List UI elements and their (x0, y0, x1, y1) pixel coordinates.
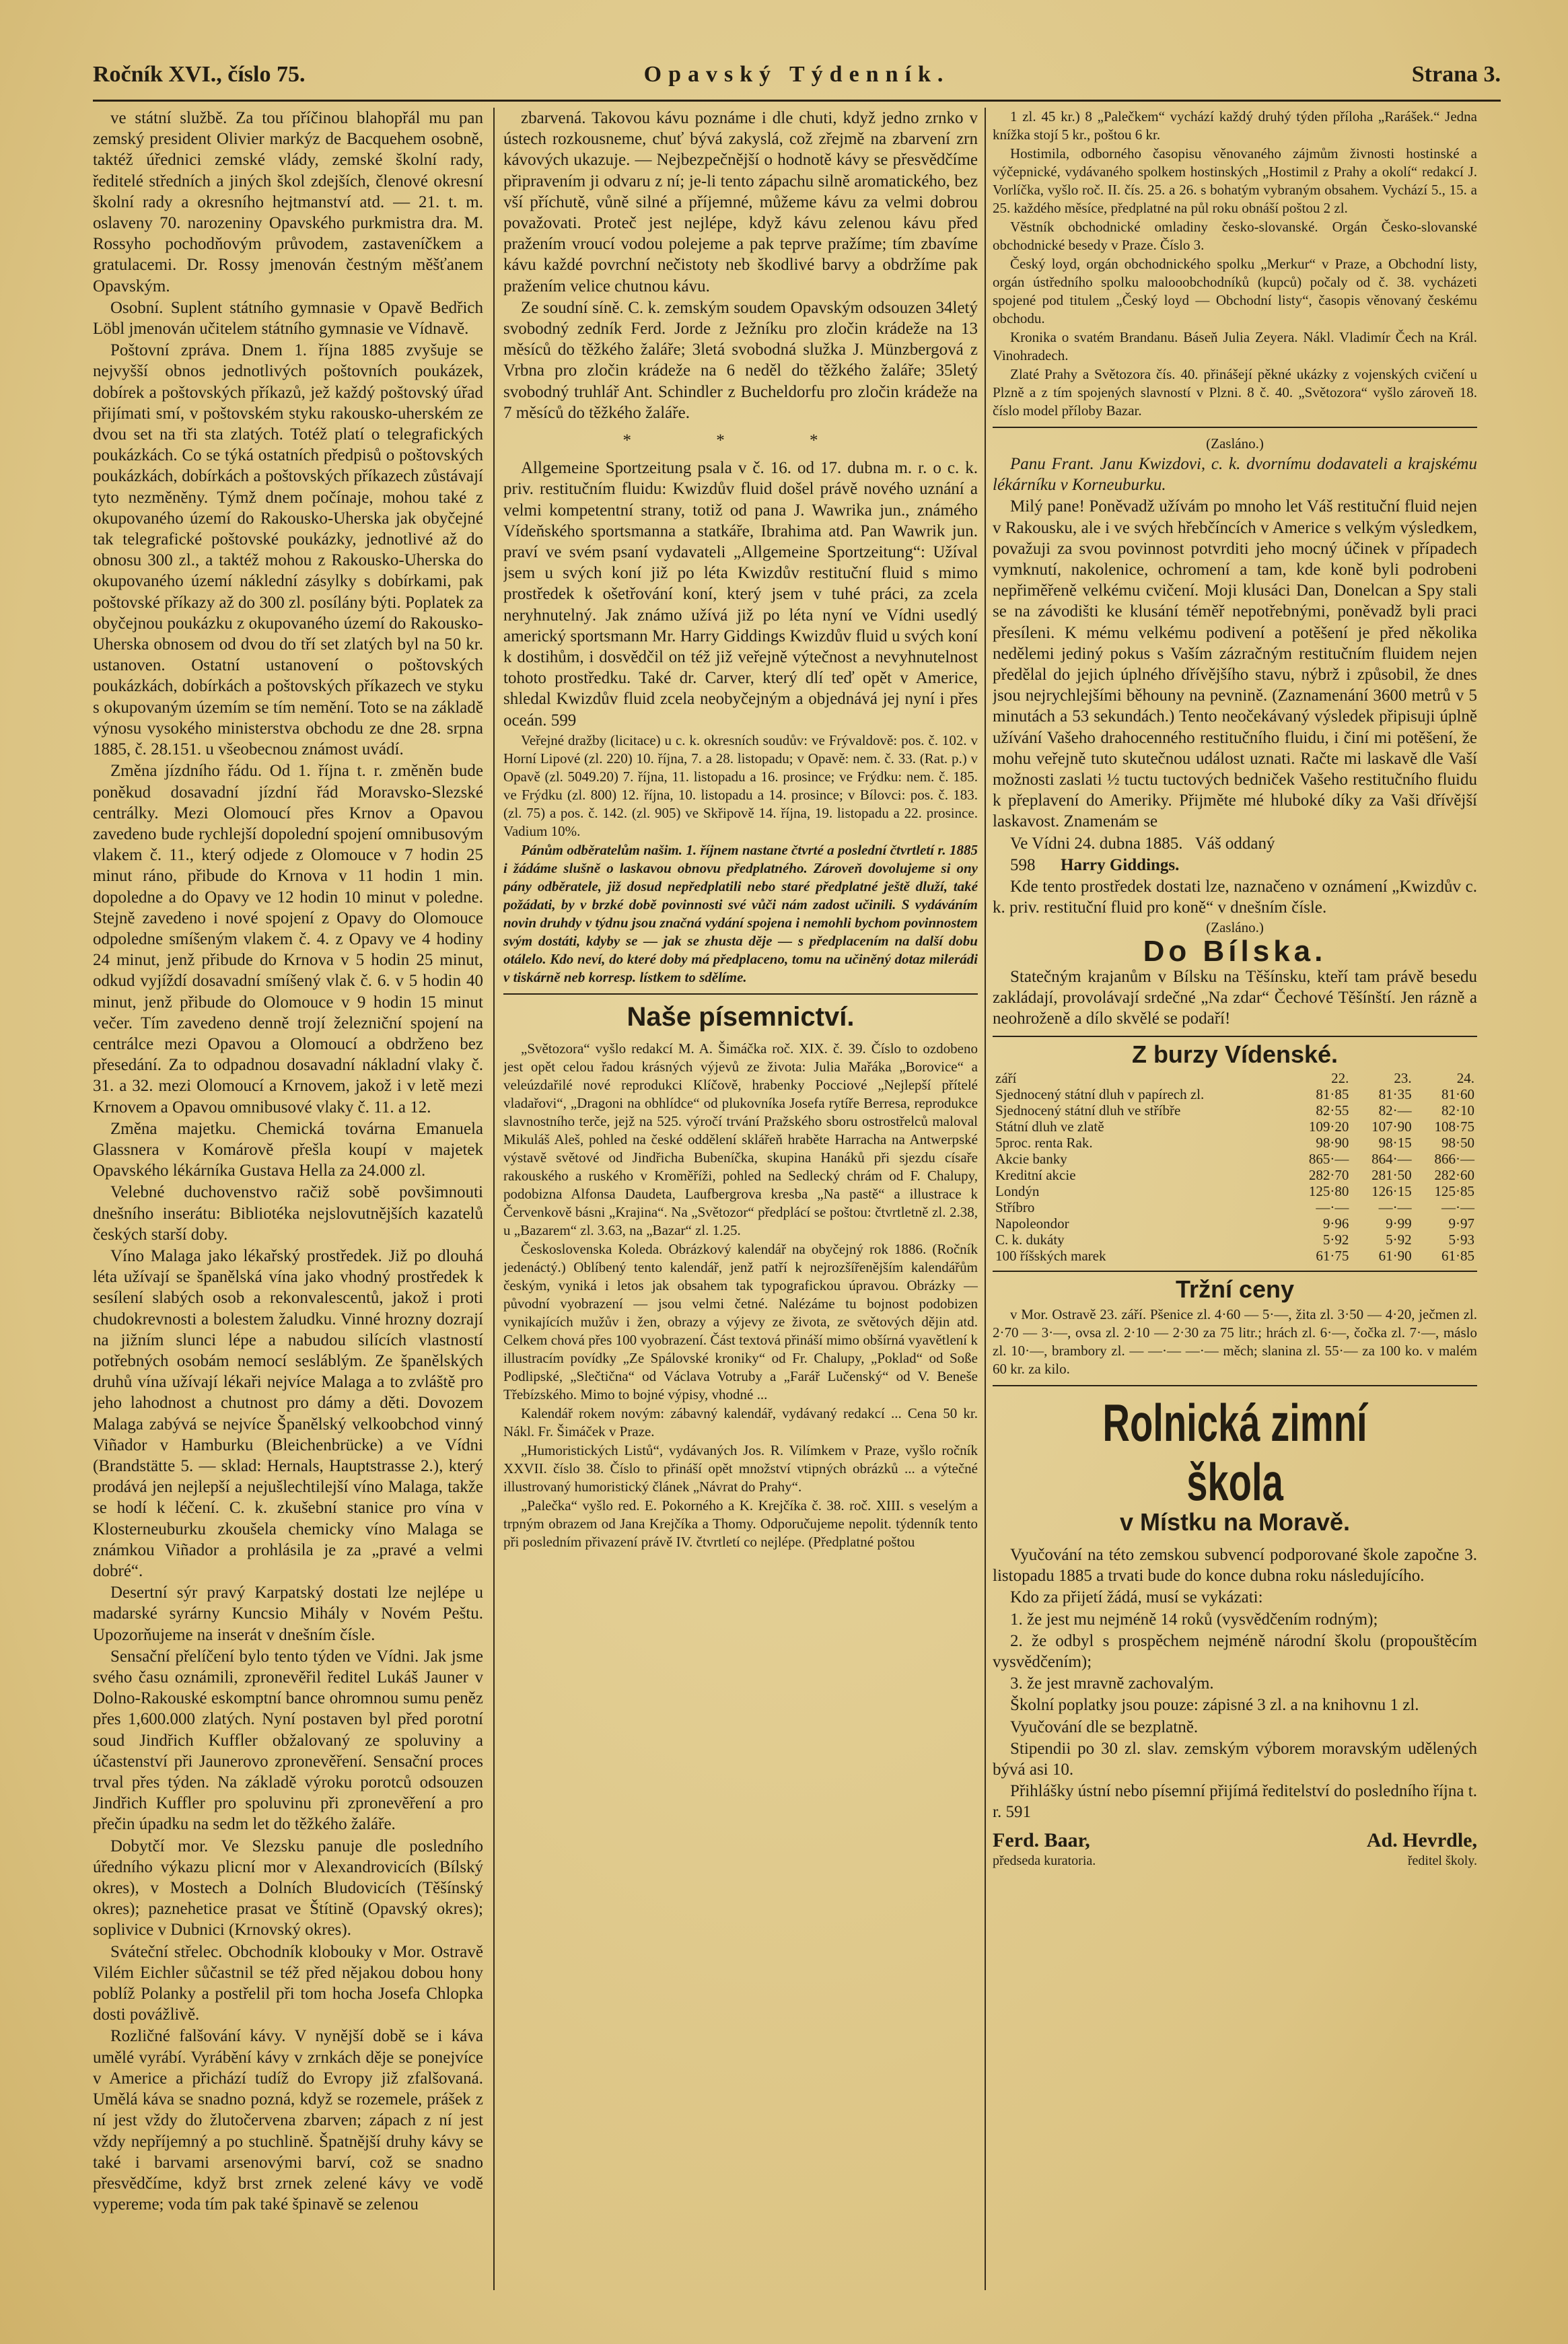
newspaper-title: Opavský Týdenník. (643, 62, 950, 87)
school-req-title: Kdo za přijetí žádá, musí se vykázati: (1010, 1588, 1263, 1607)
literature-text: Zlaté Prahy a Světozora čís. 40. přinášejí pěkné ukázky z vojenských cvičení u Plzně a z tím spojených slavností v Plzni. 8 č. 40. „Světozora“ vyšlo zároveň 18. číslo model příloby Bazar. (993, 366, 1477, 419)
literature-text: Český loyd, orgán obchodnického spolku „Merkur“ v Praze, a Obchodní listy, orgán ústředního spolku malooobchodníků (kupců) počaly od č. 38. vycházeti spojené pod titulem „Český loyd — Obchodní listy“, časopis věnovaný českému obchodu. (993, 256, 1477, 326)
article-text: Rozličné falšování kávy. V nynější době se i káva umělé vyrábí. Vyrábění kávy v zrnkách děje se ponejvíce v Americe a přichází tudíž do Evropy již zfalšovaná. Umělá káva se snadno pozná, když se rozemele, prášek z ní jest vždy do žlutočervena zbarven; zápach z ní jest vždy nepříjemný a po stuchlině. Špatnější druhy kávy se také i barvami arsenovými barví, což se snadno přesvědčíme, když brst zrnek zelené kávy ve vodě vypereme; voda tím pak také špinavě se zelenou (93, 2027, 483, 2214)
bilska-title: Do Bílska. (1143, 935, 1327, 968)
section-rule (993, 1385, 1477, 1386)
article-text: Sváteční střelec. Obchodník klobouky v Mor. Ostravě Vilém Eichler sůčastnil se též před nějakou dobou hony poblíž Polanky a postřelil při tom hocha Josefa Chlopka dosti povážlivě. (93, 1942, 483, 2024)
bilska-text: Statečným krajanům v Bílsku na Těšínsku, kteří tam právě besedu zakládají, provolávají srdečné „Na zdar“ Čechové Těšínští. Jen rázně a neohroženě a dílo skvělé se podaří! (993, 967, 1477, 1028)
article-text: Ze soudní síně. C. k. zemským soudem Opavským odsouzen 34letý svobodný zedník Ferd. Jorde z Ježníku pro zločin krádeže na 13 měsíců do těžkého žaláře; 3letá svobodná služka J. Münzbergová z Vrbna pro zločin krádeže na 6 neděl do těžkého žaláře; 35letý svobodný truhlář Ant. Schindler z Bucheldorfu pro zločin krádeže na 7 měsíců do těžkého žaláře. (503, 298, 978, 422)
column-divider (985, 108, 986, 2290)
section-rule (993, 1036, 1477, 1037)
school-stipend: Stipendii po 30 zl. slav. zemským výborem moravským udělených bývá asi 10. (993, 1739, 1477, 1779)
letter-address: Panu Frant. Janu Kwizdovi, c. k. dvornímu dodavateli a krajskému lékárníku v Korneuburku. (993, 455, 1477, 495)
header-rule (93, 100, 1501, 102)
article-text: Změna majetku. Chemická továrna Emanuela Glassnera v Komárově přešla koupí v majetek Opavského lékárníka Gustava Hella za 24.000 zl. (93, 1119, 483, 1180)
table-cell: září (995, 1070, 1017, 1087)
table-cell: 23. (1394, 1070, 1412, 1087)
article-text: Změna jízdního řádu. Od 1. října t. r. změněn bude poněkud dosavadní jízdní řád Moravsko-Slezské centrálky. Mezi Olomoucí přes Krnov a Opavou zavedeno bude rychlejší dopolední spojení omnibusovým vlakem č. 11., který odjede z Olomouce v 7 hodin 25 minut ráno, přibude do Krnova v 11 hodin 1 min. dopoledne a do Opavy ve 12 hodin 10 minut v poledne. Stejně zavedeno i nové spojení z Opavy do Olomouce odpoledne smíšeným vlakem č. 4. z Opavy ve 4 hodiny 24 minut, jenž přibude do Krnova v 5 hodin 25 minut, odkud vyjíždí dosavadní smíšený vlak č. 6. v 5 hodin 40 minut, jenž přibude do Olomouce v 9 hodin 15 minut večer. Tím zavedeno denně trojí železniční spojení na centrálce mezi Opavou a Olomoucí a obdrženo bez přesedání. Za to odpadnou dosavadní nákladní vlaky č. 31. a 32. mezi Olomoucí a Krnovem, jakož i v letě mezi Krnovem a Opavou omnibusové vlaky č. 11. a 12. (93, 762, 483, 1116)
column-divider (493, 108, 495, 2290)
letter-signature: 598 Harry Giddings. (1010, 855, 1180, 874)
article-text: zbarvená. Takovou kávu poznáme i dle chuti, když jedno zrnko v ústech rozkousneme, chuť bývá zakyslá, což zřejmě na zbarvení zrn kávových ukazuje. — Nejbezpečnější o hodnotě kávy se přesvědčíme připravením ji odvaru z ní; je-li tento zápachu silně aromatického, bez vší příchutě, vůně silné a příjemné, můžeme kávu za velmi dobrou považovati. Proteč jest nejlépe, když kávu zelenou kávu před pražením vroucí vodou polejeme a pak teprve pražíme; tím zbavíme kávu každé povrchní nečistoty neb škodlivé barvy a obdržíme pak pražením velice chutnou kávu. (503, 109, 978, 295)
school-signatures (993, 1830, 1477, 1851)
literature-text: „Světozora“ vyšlo redakcí M. A. Šimáčka roč. XIX. č. 39. Číslo to ozdobeno jest opět celou řadou krásných výjevů ze života: Julia Mařáka „Borovice“ a veleúzdařilé nové reprodukci Klíčově, hrabenky Pocciové „Nejlepší přítelé vladařovi“, „Dragoni na obhlídce“ od plukovníka Josefa rytíře Berresa, reprodukce slavnostního terče, jejž na 525. výročí trvání Pražského sboru ostrostřelců maloval Mikuláš Aleš, pohled na české oddělení sklářeň hraběte Harracha na Antwerpské výstavě světové od Jindřicha Bubeníčka, skupina Hanáků při sjezdu císaře rakouského a ruského v Kroměříži, pohled na Sedlecký chrám od F. Chalupy, podobizna Alfonsa Daudeta, Laufbergrova kresba „Na pastě“ a illustrace k Červenkově básni „Krajina“. Na „Světozor“ předplácí se poštou: čtvrtletně zl. 2.38, u „Bazarem“ zl. 3.63, na „Bazar“ zl. 1.25. (503, 1040, 978, 1239)
table-cell: 22. (1331, 1070, 1349, 1087)
table-row: Londýn 125·80 126·15 125·85 (995, 1183, 1474, 1200)
letter-body: Milý pane! Poněvadž užívám po mnoho let Váš restituční fluid nejen v Rakousku, ale i ve svých hřebčíncích v Americe s velkým výsledkem, považuji za svou povinnost potvrditi jeho mocný účinek v případech vymknutí, nakolenice, ochromení a tam, kde koně byli podrobeni nepřiměřeně velkému cvičení. Moji klusáci Dan, Donelcan a Spy stali se na závodišti ke klusání téměř nepotřebnými, poněvadž byli praci přesíleni. K mému velkému podivení a potěšení je před několika nedělemi jediný pokus s Vaším zázračným restitučním fluidem nejen předělal do jejich úplného dřívějšího stavu, nýbrž i způsobil, že dnes jsou nejrychlejšími běhouny na pevnině. (Zaznamenání 3600 metrů v 5 minutách a 53 sekundách.) Tento neočekávaný výsledek připisuji úplně užívání Vašeho drahocenného restitučního fluidu, i činí mi potěšení, že mohu veřejně tuto skutečnou událost uznati. Račte mi laskavě dle Vaší možnosti zaslati ½ tuctu tuctových bedniček Vašeho restitučního fluidu k přeplavení do Ameriky. Přijměte mé hluboké díky za Vaši dřívější laskavost. Znamenám se (993, 497, 1477, 831)
market-title: Tržní ceny (1175, 1275, 1295, 1304)
school-subtitle: v Místku na Moravě. (1119, 1507, 1351, 1536)
table-row: Stříbro —·— —·— —·— (995, 1199, 1474, 1216)
page-number: Strana 3. (1411, 62, 1501, 87)
burza-table (993, 1070, 1477, 1264)
school-apply: Přihlášky ústní nebo písemní přijímá ředitelství do posledního října t. r. 591 (993, 1782, 1477, 1822)
signature-roles (993, 1851, 1477, 1872)
article-text: Dobytčí mor. Ve Slezsku panuje dle posledního úředního výkazu plicní mor v Alexandrovicích (Bílský okres), v Mostech a Dolních Bludovicích (Těšínský okres); pazneheticе prasat ve Štítině (Opavský okres); soplivice v Dubnici (Krnovský okres). (93, 1837, 483, 1940)
table-row: C. k. dukáty 5·92 5·92 5·93 (995, 1232, 1474, 1248)
section-rule (993, 427, 1477, 428)
letter-place: Ve Vídni 24. dubna 1885. Váš oddaný (1010, 834, 1275, 853)
list-item: 1. že jest mu nejméně 14 roků (vysvědčením rodným); (1010, 1610, 1378, 1629)
table-row: 100 říšských marek 61·75 61·90 61·85 (995, 1248, 1474, 1265)
list-item: 2. že odbyl s prospěchem nejméně národní školu (propouštěcím vysvědčením); (993, 1631, 1477, 1671)
table-row: Napoleondor 9·96 9·99 9·97 (995, 1215, 1474, 1232)
page-header (93, 62, 1501, 102)
article-text: Allgemeine Sportzeitung psala v č. 16. od 17. dubna m. r. o c. k. priv. restitučním fluidu: Kwizdův fluid došel právě nového uznání a velmi kompetentní strany, totiž od pana J. Wawrika jun., známého Vídeňského sportsmanna a statkáře, Ibrahima atd. Pan Wawrik jun. praví ve svém psaní vydavateli „Allgemeine Sportzeitung“: Užíval jsem u svých koní již po léta Kwizdův restituční fluid s mimo prostředek k ošetřování koní, který jsem v tuhé práci, za zcela neryhnutelný. Jak známo užívá již po léta nyní ve Vídni usedlý americký sportsmann Mr. Harry Giddings Kwizdův fluid u svých koní k dostihům, i dosvědčil on též již veřejně výtečnost a nevyhnutelnost tohoto prostředku. Také dr. Carver, který dlí teď opět v Americe, shledal Kwizdův fluid zcela neobyčejným a objednává jej nyní i přes oceán. 599 (503, 459, 978, 730)
signature-left: Ferd. Baar, (993, 1828, 1090, 1851)
table-row: Státní dluh ve zlatě 109·20 107·90 108·75 (995, 1118, 1474, 1135)
zaslano-label: (Zasláno.) (1206, 435, 1264, 452)
article-text: Víno Malaga jako lékařský prostředek. Již po dlouhá léta užívají se španělská vína jako vhodný prostředek k sesílení slabých osob a rekonvalescentů, jakož i proti chudokrevnosti a bolestem žaludku. Vinné hrozny dozrají na jižním slunci lépe a nabudou silících vlastností potřebných osobám nemocí sesláblým. Ze španělských druhů vína užívají lékaři nejvíce Malaga a to zvláště pro jeho lahodnost a chutnost pro dámy a děti. Dovozem Malaga zabývá se nejvíce Španělský velkoobchod vinný Viñador v Hamburku (Bleichenbrücke) a ve Vídni (Brandstätte 5. — sklad: Hernals, Hauptstrasse 2.), který prodává jen nejlepší a nejušlechtilejší víno Malaga, takže se hodí k léčení. C. k. zkušební stanice pro vína v Klosterneuburku zkoušela chemicky víno Malaga se známkou Viñador a prohlásila je za „pravé a velmi dobré“. (93, 1246, 483, 1581)
article-text: Velebné duchovenstvo račiž sobě povšimnouti dnešního inserátu: Bibliotéka nejslovutnějších kazatelů českých starší doby. (93, 1183, 483, 1244)
table-cell: 24. (1456, 1070, 1474, 1087)
issue-label: Ročník XVI., číslo 75. (93, 62, 306, 87)
zaslano-label: (Zasláno.) (1206, 919, 1264, 936)
auctions-text: Veřejné dražby (licitace) u c. k. okresních soudův: ve Frývaldově: pos. č. 102. v Horní Lipové (zl. 220) 10. října, 7. a 28. listopadu; v Opavě: nem. č. 33. (Rat. p.) v Opavě (zl. 5049.20) 7. října, 11. listopadu a 16. prosince; ve Frýdku: nem. č. 185. ve Frýdku (zl. 800) 12. října, 10. listopadu a 14. prosince; v Bílovci: pos. č. 183. (zl. 75) a pos. č. 142. (zl. 905) ve Skřipově 14. října, 19. listopadu a 22. prosince. Vadium 10%. (503, 732, 978, 839)
section-rule (503, 993, 978, 995)
signature-right: Ad. Hevrdle, (1366, 1828, 1477, 1851)
burza-title: Z burzy Vídenské. (1131, 1040, 1339, 1069)
article-text: Sensační přelíčení bylo tento týden ve Vídni. Jak jsme svého času oznámili, zpronevěřil ředitel Lukáš Jauner v Dolno-Rakouské eskomptní bance ohromnou sumu peněz přes 1,600.000 zlatých. Nyní postaven byl před porotní soud Jindřich Kuffler obžalovaný ze spoluviny a účastenství při Jaunerovo zpronevěření. Sensační proces trval přes týden. Na základě výroku porotců odsouzen Jindřich Kuffler pro spoluvinu při zpronevěření a pro přečin úpadku na sedm let do těžkého žaláře. (93, 1647, 483, 1834)
column-1 (93, 108, 483, 2304)
table-row: Kreditní akcie 282·70 281·50 282·60 (995, 1167, 1474, 1184)
school-title: Rolnická zimní škola (1102, 1392, 1367, 1512)
section-rule (993, 1271, 1477, 1272)
table-row: 5proc. renta Rak. 98·90 98·15 98·50 (995, 1135, 1474, 1151)
article-text: Osobní. Suplent státního gymnasie v Opavě Bedřich Löbl jmenován učitelem státního gymnasie ve Vídnavě. (93, 298, 483, 339)
market-text: v Mor. Ostravě 23. září. Pšenice zl. 4·60 — 5·—, žita zl. 3·50 — 4·20, ječmen zl. 2·70 — 3·—, ovsa zl. 2·10 — 2·30 za 75 litr.; hrách zl. 6·—, čočka zl. 7·—, máslo zl. 10·—, brambory zl. — —·— —·— měch; slanina zl. 55·— za 100 ko. v malém 60 kr. za kilo. (993, 1306, 1477, 1377)
literature-text: „Palečka“ vyšlo red. E. Pokorného a K. Krejčíka č. 38. roč. XIII. s veselým a trpným obrazem od Jana Krejčíka a Thomy. Odporučujeme nepolit. týdenník tento při posledním přivazení právě IV. čtvrtletí co nejlépe. (Předplatné poštou (503, 1497, 978, 1551)
subscriber-notice: Pánům odběratelům našim. 1. říjnem nastane čtvrté a poslední čtvrtletí r. 1885 i žádáme slušně o laskavou obnovu předplatného. Zároveň dovolujeme si ony pány odběratele, již dosud nepředplatili nebo staré předplatné ještě dluží, také požádati, by v brzké době povinnosti své vůči nám zadost učinili. S vydáváním novin druhdy v týdnu jsou značná vydání spojena i nemohli bychom povinnostem svým dostáti, kdyby se — jak se zhusta děje — s předplacením na další dobu otálelo. Kdo neví, do které doby má předplaceno, tomu na učiněný dotaz milerádi v tiskárně neb korresp. lístkem to sdělíme. (503, 841, 978, 985)
literature-text: Věstník obchodnické omladiny česko-slovanské. Orgán Česko-slovanské obchodnické besedy v Praze. Číslo 3. (993, 219, 1477, 253)
column-2 (503, 108, 978, 2304)
article-text: ve státní službě. Za tou příčinou blahopřál mu pan zemský president Olivier markýz de Bacquehem osobně, taktéž úřednici zemské vlády, zemské školní rady, ředitelé středních a jiných škol zdejších, členové okresní školní rady a okresního hejtmanství atd. — 21. t. m. oslaveny 70. narozeniny Opavského purkmistra dra. M. Rossyho pochodňovým průvodem, zastaveníčkem a gratulacemi. Dr. Rossy jmenován čestným měšťanem Opavským. (93, 109, 483, 295)
literature-text: „Humoristických Listů“, vydávaných Jos. R. Vilímkem v Praze, vyšlo ročník XXVII. číslo 38. Číslo to přináší opět množství vtipných obrázků ... a výtečné illustrovaný humoristický článek „Návrat do Prahy“. (503, 1442, 978, 1495)
literature-text: Kronika o svatém Brandanu. Báseň Julia Zeyera. Nákl. Vladimír Čech na Král. Vinohradech. (993, 329, 1477, 363)
article-text: Poštovní zpráva. Dnem 1. října 1885 zvyšuje se nejvyšší obnos jednotlivých poštovních poukázek, dobírek a poštovských příkazů, jež každý poštovský úřad přijímati smí, v poštovském styku rakousko-uherském ze dvou set na tři sta zlatých. Totéž platí o telegrafických poukázkách. Co se týká ostatních předpisů o poštovských poukázkách, dobírkách a poštovských příkazech zůstávají tyto nezměněny. Týmž dnem počínaje, mohou také z okupovaného území do Rakousko-Uherska jak obyčejné tak telegrafické poštovské poukázky, jednotlivé až do obnosu 300 zl., a taktéž mohou z Rakousko-Uherska do okupovaného území náklední zásylky s dobírkami, pak poštovské příkazy až do 300 zl. posílány býti. Poplatek za obyčejnou poukázku z okupovaného území do Rakousko-Uherska obnosem od dvou do tří set zlatých byl na 50 kr. ustanoven. Ostatní ustanovení o poštovských poukázkách, dobírkách a poštovských příkazech ve styku s okupovaným územím se tím nemění. Toto se na základě výnosu vysokého ministerstva obchodu ze dne 28. srpna 1885, č. 28.151. u všeobecnou známost uvádí. (93, 341, 483, 759)
literature-text: Hostimila, odborného časopisu věnovaného zájmům živnosti hostinské a výčepnické, vydávaného spolkem hostinských „Hostimil z Prahy a okolí“ redakcí J. Vorlíčka, vyšlo roč. II. čís. 25. a 26. s bohatým vybraným obsahem. Vychází 5., 15. a 25. každého měsíce, předplatné na půl roku obnáší poštou 2 zl. (993, 145, 1477, 216)
literature-text: 1 zl. 45 kr.) 8 „Palečkem“ vychází každý druhý týden příloha „Rarášek.“ Jedna knížka stojí 5 kr., poštou 6 kr. (993, 108, 1477, 143)
literature-text: Kalendář rokem novým: zábavný kalendář, vydávaný redakcí ... Cena 50 kr. Nákl. Fr. Šimáček v Praze. (503, 1405, 978, 1440)
role-left: předseda kuratoria. (993, 1853, 1096, 1868)
section-title: Naše písemnictví. (627, 1001, 855, 1032)
literature-text: Československa Koleda. Obrázkový kalendář na obyčejný rok 1886. (Ročník jedenáctý.) Oblíbený tento kalendář, jenž patří k nejrozšířenějším kalendářům českým, vyniká i letos jak obsahem tak typografickou úpravou. Obrázky — původní vyobrazení — jsou velmi četné. Nalézáme tu bojnost podobizen vynikajících mužův i žen, obrazy a výjevy ze života, ze světových dějin atd. Celkem chová přes 100 vyobrazení. Část textová přináší mimo obšírná vyavětlení k illustracím povídky „Ze Spálovské kroniky“ od Fr. Chalupy, „Poklad“ od Soße Podlipské, „Slečtična“ od Václava Votruby a „Farář Lučenský“ od V. Beneše Třebízského. Mimo to bojné výpisy, vhodné ... (503, 1241, 978, 1403)
school-free: Vyučování dle se bezplatně. (1010, 1717, 1199, 1736)
table-row (993, 1070, 1477, 1086)
school-fee: Školní poplatky jsou pouze: zápisné 3 zl. a na knihovnu 1 zl. (1010, 1696, 1419, 1715)
column-3 (993, 108, 1477, 2304)
section-stars: * * * (622, 431, 859, 450)
letter-note: Kde tento prostředek dostati lze, naznačeno v oznámení „Kwizdův c. k. priv. restituční fluid pro koně“ v dnešním čísle. (993, 878, 1477, 917)
role-right: ředitel školy. (1407, 1853, 1477, 1868)
article-text: Desertní sýr pravý Karpatský dostati lze nejlépe u madarské syrárny Kuncsio Mihály v Novém Peštu. Upozorňujeme na inserát v dnešním čísle. (93, 1584, 483, 1644)
table-row: Sjednocený státní dluh ve stříbře 82·55 82·— 82·10 (995, 1102, 1474, 1119)
school-text: Vyučování na této zemskou subvencí podporované škole započne 3. listopadu 1885 a trvati bude do konce dubna roku následujícího. (993, 1545, 1477, 1586)
table-row: Sjednocený státní dluh v papírech zl. 81·85 81·35 81·60 (995, 1086, 1474, 1103)
list-item: 3. že jest mravně zachovalým. (1010, 1674, 1214, 1693)
table-row: Akcie banky 865·— 864·— 866·— (995, 1151, 1474, 1168)
